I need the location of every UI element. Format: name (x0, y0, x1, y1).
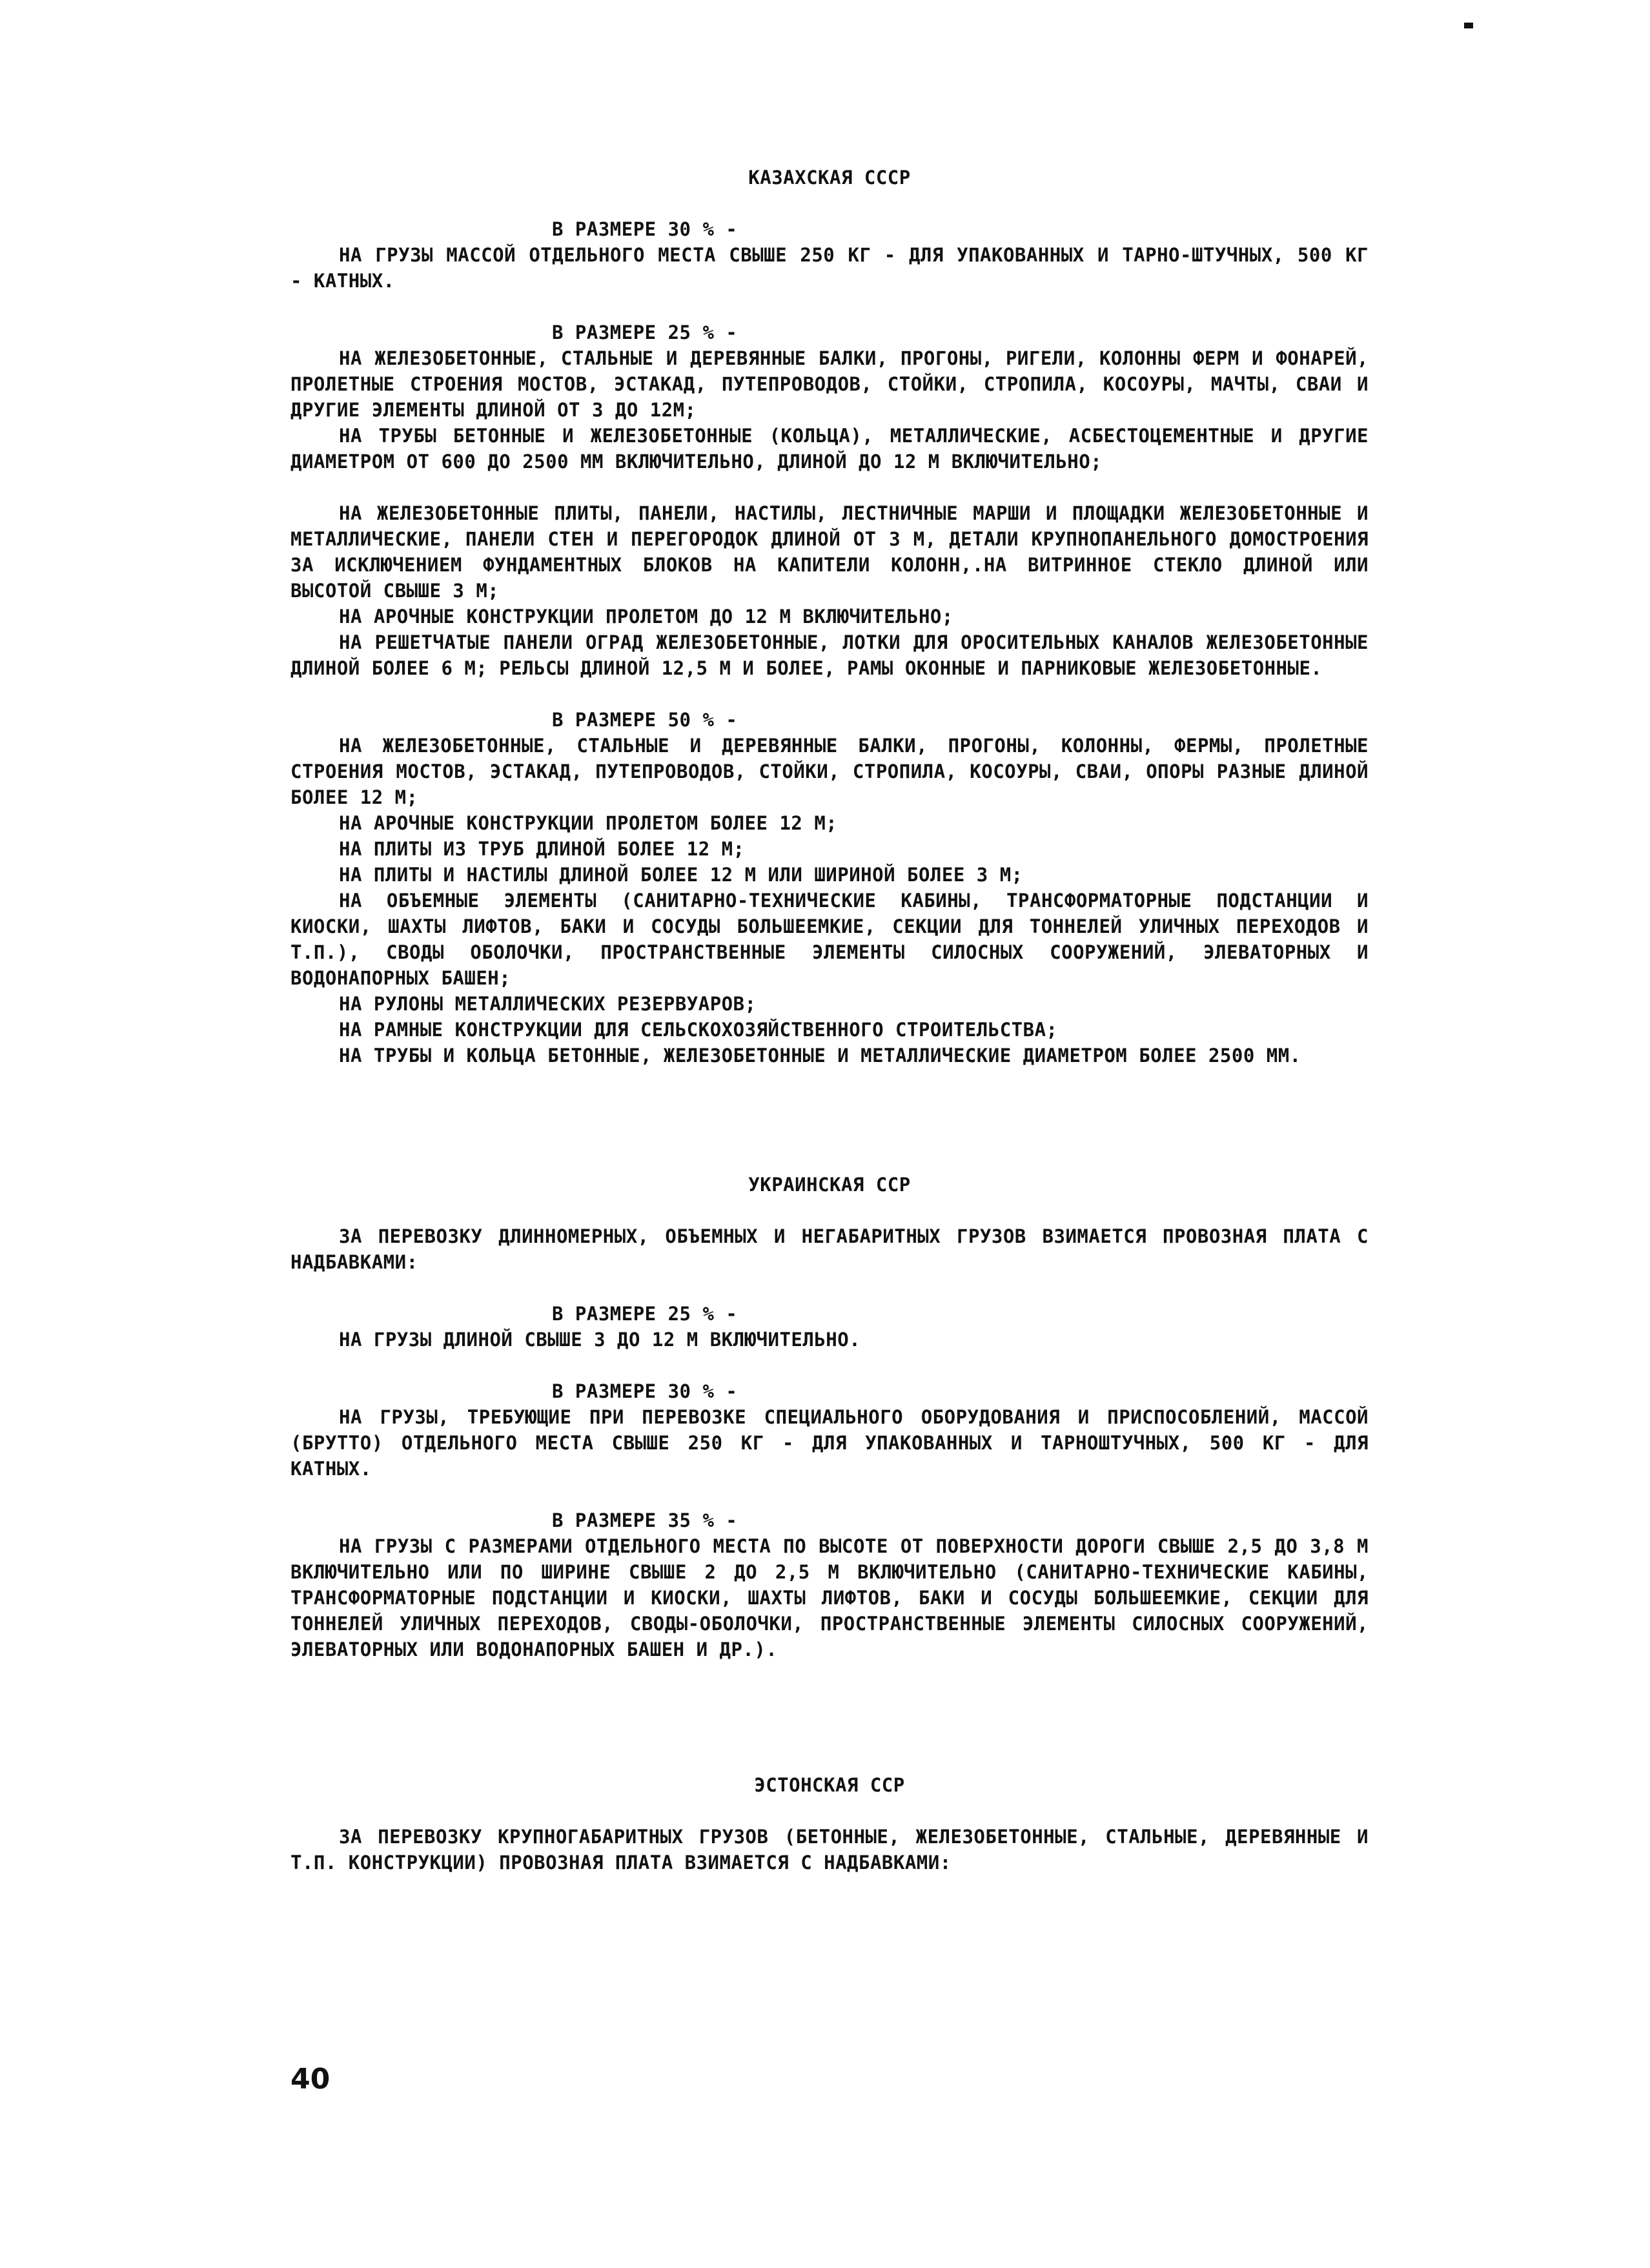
rate-item: НА ЖЕЛЕЗОБЕТОННЫЕ ПЛИТЫ, ПАНЕЛИ, НАСТИЛЫ, ЛЕСТНИЧНЫЕ МАРШИ И ПЛОЩАДКИ ЖЕЛЕЗОБЕТОННЫЕ И МЕТАЛЛИЧЕСКИЕ, ПАНЕЛИ СТЕН И ПЕРЕГОРОДОК ДЛИНОЙ ОТ 3 М, ДЕТАЛИ КРУПНОПАНЕЛЬНОГО ДОМОСТРОЕНИЯ ЗА ИСКЛЮЧЕНИЕМ ФУНДАМЕНТНЫХ БЛОКОВ НА КАПИТЕЛИ КОЛОНН,.НА ВИТРИННОЕ СТЕКЛО ДЛИНОЙ ИЛИ ВЫСОТОЙ СВЫШЕ 3 М; (290, 502, 1369, 602)
rate-item: НА ОБЪЕМНЫЕ ЭЛЕМЕНТЫ (САНИТАРНО-ТЕХНИЧЕСКИЕ КАБИНЫ, ТРАНСФОРМАТОРНЫЕ ПОДСТАНЦИИ И КИОСКИ, ШАХТЫ ЛИФТОВ, БАКИ И СОСУДЫ БОЛЬШЕЕМКИЕ, СЕКЦИИ ДЛЯ ТОННЕЛЕЙ УЛИЧНЫХ ПЕРЕХОДОВ И Т.П.), СВОДЫ ОБОЛОЧКИ, ПРОСТРАНСТВЕННЫЕ ЭЛЕМЕНТЫ СИЛОСНЫХ СООРУЖЕНИЙ, ЭЛЕВАТОРНЫХ И ВОДОНАПОРНЫХ БАШЕН; (290, 890, 1369, 989)
rate-block-25 (290, 320, 1369, 475)
rate-label: В РАЗМЕРЕ 30 % - (552, 218, 738, 240)
rate-item: НА РУЛОНЫ МЕТАЛЛИЧЕСКИХ РЕЗЕРВУАРОВ; (339, 993, 757, 1015)
rate-label: В РАЗМЕРЕ 50 % - (552, 709, 738, 731)
page-number: 40 (290, 2063, 331, 2096)
rate-item: НА ЖЕЛЕЗОБЕТОННЫЕ, СТАЛЬНЫЕ И ДЕРЕВЯННЫЕ БАЛКИ, ПРОГОНЫ, КОЛОННЫ, ФЕРМЫ, ПРОЛЕТНЫЕ СТРОЕНИЯ МОСТОВ, ЭСТАКАД, ПУТЕПРОВОДОВ, СТОЙКИ, СТРОПИЛА, КОСОУРЫ, СВАИ, ОПОРЫ РАЗНЫЕ ДЛИНОЙ БОЛЕЕ 12 М; (290, 735, 1369, 808)
rate-item: НА АРОЧНЫЕ КОНСТРУКЦИИ ПРОЛЕТОМ БОЛЕЕ 12 М; (339, 812, 838, 834)
section-heading-estonia: ЭСТОНСКАЯ ССР (754, 1774, 905, 1796)
rate-item: НА ГРУЗЫ С РАЗМЕРАМИ ОТДЕЛЬНОГО МЕСТА ПО ВЫСОТЕ ОТ ПОВЕРХНОСТИ ДОРОГИ СВЫШЕ 2,5 ДО 3,8 М ВКЛЮЧИТЕЛЬНО ИЛИ ПО ШИРИНЕ СВЫШЕ 2 ДО 2,5 М ВКЛЮЧИТЕЛЬНО (САНИТАРНО-ТЕХНИЧЕСКИЕ КАБИНЫ, ТРАНСФОРМАТОРНЫЕ ПОДСТАНЦИИ И КИОСКИ, ШАХТЫ ЛИФТОВ, БАКИ И СОСУДЫ БОЛЬШЕЕМКИЕ, СЕКЦИИ ДЛЯ ТОННЕЛЕЙ УЛИЧНЫХ ПЕРЕХОДОВ, СВОДЫ-ОБОЛОЧКИ, ПРОСТРАНСТВЕННЫЕ ЭЛЕМЕНТЫ СИЛОСНЫХ СООРУЖЕНИЙ, ЭЛЕВАТОРНЫХ ИЛИ ВОДОНАПОРНЫХ БАШЕН И ДР.). (290, 1535, 1369, 1660)
rate-item: НА ГРУЗЫ, ТРЕБУЮЩИЕ ПРИ ПЕРЕВОЗКЕ СПЕЦИАЛЬНОГО ОБОРУДОВАНИЯ И ПРИСПОСОБЛЕНИЙ, МАССОЙ (БРУТТО) ОТДЕЛЬНОГО МЕСТА СВЫШЕ 250 КГ - ДЛЯ УПАКОВАННЫХ И ТАРНОШТУЧНЫХ, 500 КГ - ДЛЯ КАТНЫХ. (290, 1406, 1369, 1480)
rate-block-50 (290, 707, 1369, 1068)
rate-item: НА ГРУЗЫ ДЛИНОЙ СВЫШЕ 3 ДО 12 М ВКЛЮЧИТЕЛЬНО. (339, 1329, 861, 1351)
scan-mark (1464, 23, 1473, 28)
rate-block-25-continued (290, 500, 1369, 681)
rate-item: НА РАМНЫЕ КОНСТРУКЦИИ ДЛЯ СЕЛЬСКОХОЗЯЙСТВЕННОГО СТРОИТЕЛЬСТВА; (339, 1019, 1058, 1041)
rate-item: НА ПЛИТЫ ИЗ ТРУБ ДЛИНОЙ БОЛЕЕ 12 М; (339, 838, 745, 860)
intro-text: ЗА ПЕРЕВОЗКУ КРУПНОГАБАРИТНЫХ ГРУЗОВ (БЕТОННЫЕ, ЖЕЛЕЗОБЕТОННЫЕ, СТАЛЬНЫЕ, ДЕРЕВЯННЫЕ И Т.П. КОНСТРУКЦИИ) ПРОВОЗНАЯ ПЛАТА ВЗИМАЕТСЯ С НАДБАВКАМИ: (290, 1826, 1369, 1874)
rate-label: В РАЗМЕРЕ 35 % - (552, 1509, 738, 1531)
rate-block-30 (290, 1378, 1369, 1482)
rate-block-35 (290, 1507, 1369, 1662)
rate-item: НА АРОЧНЫЕ КОНСТРУКЦИИ ПРОЛЕТОМ ДО 12 М ВКЛЮЧИТЕЛЬНО; (339, 606, 953, 628)
section-spacer (290, 1688, 1369, 1772)
intro-text: ЗА ПЕРЕВОЗКУ ДЛИННОМЕРНЫХ, ОБЪЕМНЫХ И НЕГАБАРИТНЫХ ГРУЗОВ ВЗИМАЕТСЯ ПРОВОЗНАЯ ПЛАТА С НАДБАВКАМИ: (290, 1225, 1369, 1273)
rate-item: НА ТРУБЫ И КОЛЬЦА БЕТОННЫЕ, ЖЕЛЕЗОБЕТОННЫЕ И МЕТАЛЛИЧЕСКИЕ ДИАМЕТРОМ БОЛЕЕ 2500 ММ. (339, 1045, 1301, 1067)
section-heading-kazakh: КАЗАХСКАЯ СССР (748, 167, 911, 189)
section-intro (290, 1223, 1369, 1275)
section-spacer (290, 1094, 1369, 1172)
rate-block-25 (290, 1301, 1369, 1353)
rate-item: НА ЖЕЛЕЗОБЕТОННЫЕ, СТАЛЬНЫЕ И ДЕРЕВЯННЫЕ БАЛКИ, ПРОГОНЫ, РИГЕЛИ, КОЛОННЫ ФЕРМ И ФОНАРЕЙ, ПРОЛЕТНЫЕ СТРОЕНИЯ МОСТОВ, ЭСТАКАД, ПУТЕПРОВОДОВ, СТОЙКИ, СТРОПИЛА, КОСОУРЫ, МАЧТЫ, СВАИ И ДРУГИЕ ЭЛЕМЕНТЫ ДЛИНОЙ ОТ 3 ДО 12М; (290, 347, 1369, 421)
rate-label: В РАЗМЕРЕ 30 % - (552, 1380, 738, 1402)
rate-item: НА ПЛИТЫ И НАСТИЛЫ ДЛИНОЙ БОЛЕЕ 12 М ИЛИ ШИРИНОЙ БОЛЕЕ 3 М; (339, 864, 1023, 886)
rate-item: НА ГРУЗЫ МАССОЙ ОТДЕЛЬНОГО МЕСТА СВЫШЕ 250 КГ - ДЛЯ УПАКОВАННЫХ И ТАРНО-ШТУЧНЫХ, 500 КГ - КАТНЫХ. (290, 244, 1369, 292)
rate-label: В РАЗМЕРЕ 25 % - (552, 322, 738, 343)
document-page (290, 165, 1369, 1901)
section-intro (290, 1824, 1369, 1875)
section-heading-ukraine: УКРАИНСКАЯ ССР (748, 1174, 911, 1196)
rate-block-30 (290, 216, 1369, 294)
rate-label: В РАЗМЕРЕ 25 % - (552, 1303, 738, 1325)
rate-item: НА ТРУБЫ БЕТОННЫЕ И ЖЕЛЕЗОБЕТОННЫЕ (КОЛЬЦА), МЕТАЛЛИЧЕСКИЕ, АСБЕСТОЦЕМЕНТНЫЕ И ДРУГИЕ ДИАМЕТРОМ ОТ 600 ДО 2500 ММ ВКЛЮЧИТЕЛЬНО, ДЛИНОЙ ДО 12 М ВКЛЮЧИТЕЛЬНО; (290, 425, 1369, 473)
rate-item: НА РЕШЕТЧАТЫЕ ПАНЕЛИ ОГРАД ЖЕЛЕЗОБЕТОННЫЕ, ЛОТКИ ДЛЯ ОРОСИТЕЛЬНЫХ КАНАЛОВ ЖЕЛЕЗОБЕТОННЫЕ ДЛИНОЙ БОЛЕЕ 6 М; РЕЛЬСЫ ДЛИНОЙ 12,5 М И БОЛЕЕ, РАМЫ ОКОННЫЕ И ПАРНИКОВЫЕ ЖЕЛЕЗОБЕТОННЫЕ. (290, 631, 1369, 679)
